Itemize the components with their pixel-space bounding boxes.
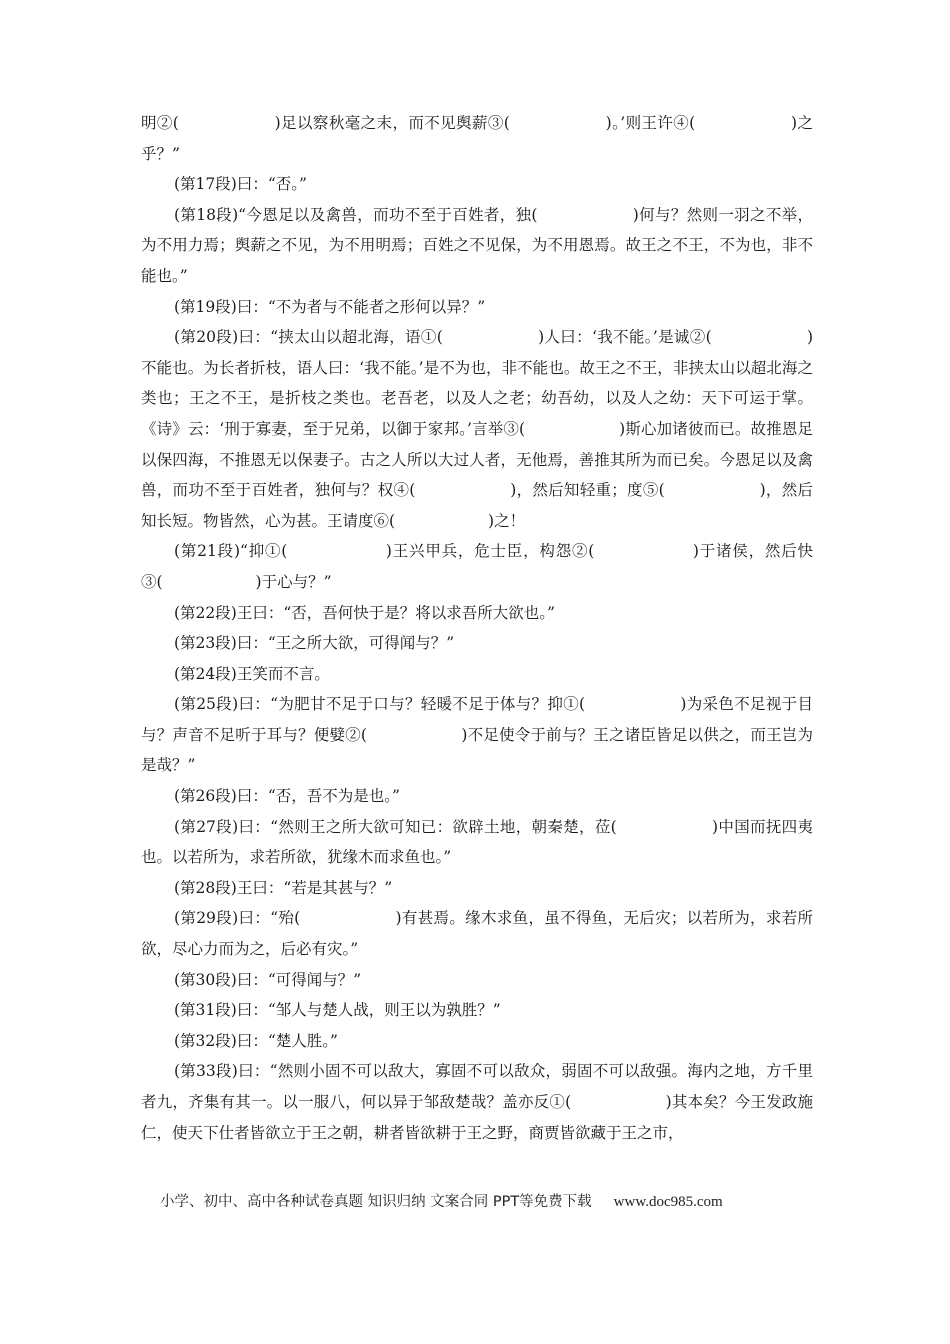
page-footer <box>160 1190 860 1211</box>
footer-text: 小学、初中、高中各种试卷真题 知识归纳 文案合同 PPT等免费下载 <box>160 1194 592 1210</box>
paragraph-21: (第21段)“抑①( )王兴甲兵，危士臣，构怨②( )于诸侯，然后快③( )于心与？” <box>141 542 813 591</box>
paragraph-17: (第17段)曰：“否。” <box>174 175 307 194</box>
paragraph-23: (第23段)曰：“王之所大欲，可得闻与？” <box>174 634 455 653</box>
paragraph-25: (第25段)曰：“为肥甘不足于口与？轻暖不足于体与？抑①( )为采色不足视于目与？声音不足听于耳与？便嬖②( )不足使令于前与？王之诸臣皆足以供之，而王岂为是哉？” <box>141 695 813 775</box>
paragraph-32: (第32段)曰：“楚人胜。” <box>174 1031 338 1050</box>
paragraph-22: (第22段)王曰：“否，吾何快于是？将以求吾所大欲也。” <box>174 603 555 622</box>
paragraph-31: (第31段)曰：“邹人与楚人战，则王以为孰胜？” <box>174 1001 501 1020</box>
paragraph-28: (第28段)王曰：“若是其甚与？” <box>174 878 393 897</box>
paragraph-18: (第18段)“今恩足以及禽兽，而功不至于百姓者，独( )何与？然则一羽之不举，为不用力焉；舆薪之不见，为不用明焉；百姓之不见保，为不用恩焉。故王之不王，不为也，非不能也。” <box>141 205 813 285</box>
document-body <box>141 108 813 1148</box>
paragraph-24: (第24段)王笑而不言。 <box>174 664 330 683</box>
paragraph-33: (第33段)曰：“然则小固不可以敌大，寡固不可以敌众，弱固不可以敌强。海内之地，方千里者九，齐集有其一。以一服八，何以异于邹敌楚哉？盖亦反①( )其本矣？今王发政施仁，使天下仕者皆欲立于王之朝，耕者皆欲耕于王之野，商贾皆欲藏于王之市， <box>141 1062 813 1142</box>
paragraph-continuation: 明②( )足以察秋毫之末，而不见舆薪③( )。’则王许④( )之乎？” <box>141 114 813 163</box>
paragraph-26: (第26段)曰：“否，吾不为是也。” <box>174 787 400 806</box>
paragraph-20: (第20段)曰：“挟太山以超北海，语①( )人曰：‘我不能。’是诚②( )不能也。为长者折枝，语人曰：‘我不能。’是不为也，非不能也。故王之不王，非挟太山以超北海之类也；王之不王，是折枝之类也。老吾老，以及人之老；幼吾幼，以及人之幼：天下可运于掌。《诗》云：‘刑于寡妻，至于兄弟，以御于家邦。’言举③( )斯心加诸彼而已。故推恩足以保四海，不推恩无以保妻子。古之人所以大过人者，无他焉，善推其所为而已矣。今恩足以及禽兽，而功不至于百姓者，独何与？权④( )，然后知轻重；度⑤( )，然后知长短。物皆然，心为甚。王请度⑥( )之！ <box>141 328 813 530</box>
paragraph-27: (第27段)曰：“然则王之所大欲可知已：欲辟土地，朝秦楚，莅( )中国而抚四夷也。以若所为，求若所欲，犹缘木而求鱼也。” <box>141 817 813 867</box>
footer-url[interactable]: www.doc985.com <box>613 1194 723 1210</box>
paragraph-30: (第30段)曰：“可得闻与？” <box>174 970 362 989</box>
paragraph-19: (第19段)曰：“不为者与不能者之形何以异？” <box>174 297 486 316</box>
paragraph-29: (第29段)曰：“殆( )有甚焉。缘木求鱼，虽不得鱼，无后灾；以若所为，求若所欲，尽心力而为之，后必有灾。” <box>141 909 813 959</box>
